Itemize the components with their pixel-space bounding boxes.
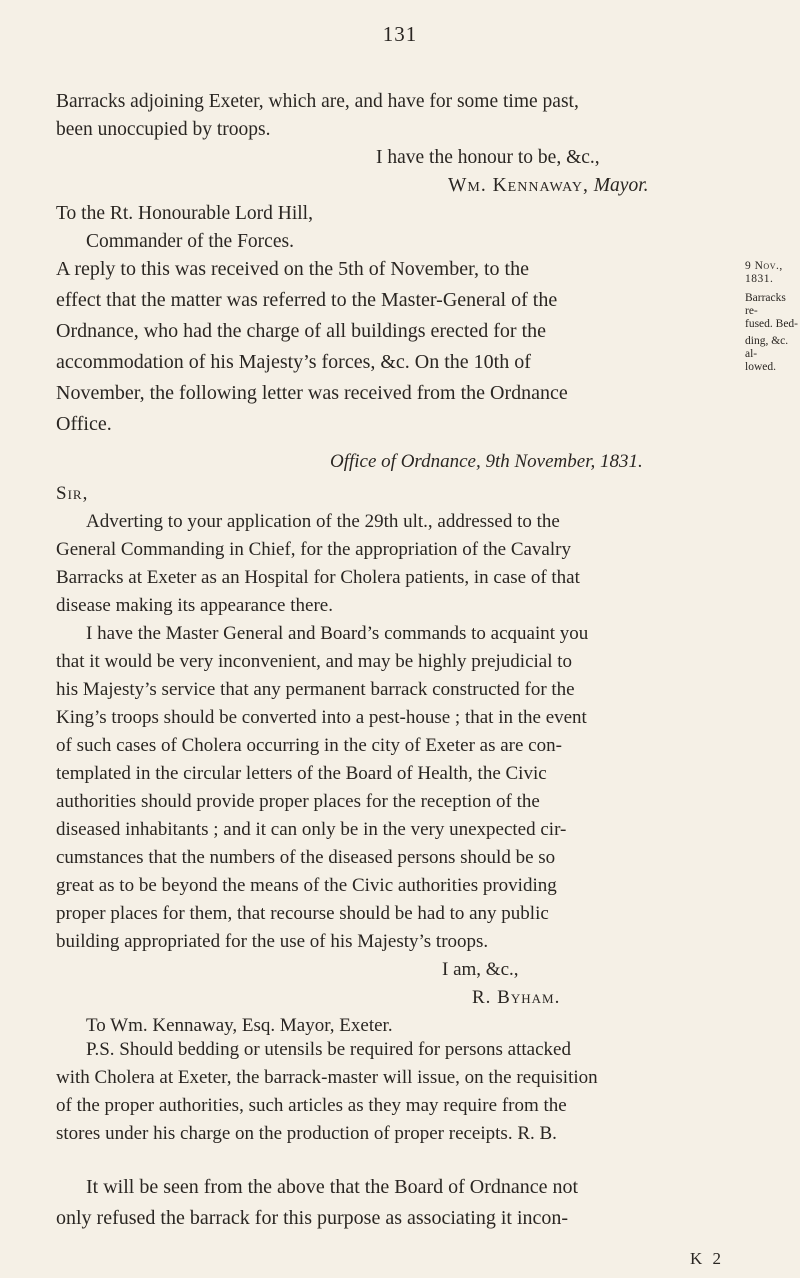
text-line: his Majesty’s service that any permanent barrack constructed for the: [56, 679, 575, 700]
text-line: building appropriated for the use of his Majesty’s troops.: [56, 931, 489, 952]
marginal-line: fused. Bed-: [745, 318, 799, 330]
letter-closing: I am, &c.,: [442, 959, 519, 980]
text-line: It will be seen from the above that the Board of Ordnance not: [86, 1176, 579, 1198]
text-line: of such cases of Cholera occurring in the city of Exeter as are con-: [56, 735, 562, 756]
text-line: Barracks adjoining Exeter, which are, and have for some time past,: [56, 91, 579, 112]
addressee-line: To the Rt. Honourable Lord Hill,: [56, 203, 313, 224]
addressee-line: Commander of the Forces.: [86, 231, 294, 252]
text-line: King’s troops should be converted into a pest-house ; that in the event: [56, 707, 587, 728]
text-line: Adverting to your application of the 29th ult., addressed to the: [86, 511, 560, 532]
postscript: [56, 1036, 746, 1148]
text-line: Barracks at Exeter as an Hospital for Cholera patients, in case of that: [56, 567, 580, 588]
marginal-date: 9 Nov., 1831.: [745, 260, 783, 285]
signature: [56, 172, 746, 200]
text-line: accommodation of his Majesty’s forces, &c. On the 10th of: [56, 351, 531, 373]
text-line: with Cholera at Exeter, the barrack-master will issue, on the requisition: [56, 1067, 598, 1088]
narrative-paragraph: [56, 254, 746, 440]
text-line: disease making its appearance there.: [56, 595, 333, 616]
text-line: General Commanding in Chief, for the appropriation of the Cavalry: [56, 539, 571, 560]
marginal-line: lowed.: [745, 361, 776, 373]
text-line: stores under his charge on the production of proper receipts. R. B.: [56, 1123, 557, 1144]
signature-title: Mayor.: [593, 175, 649, 196]
letter-salutation: Sir,: [56, 483, 89, 504]
mayor-letter-end: [56, 88, 746, 256]
text-line: I have the Master General and Board’s commands to acquaint you: [86, 623, 589, 644]
text-line: effect that the matter was referred to the Master-General of the: [56, 289, 558, 311]
text-line: proper places for them, that recourse should be had to any public: [56, 903, 549, 924]
text-line: of the proper authorities, such articles as they may require from the: [56, 1095, 567, 1116]
signature-name: Wm. Kennaway,: [448, 175, 589, 196]
letter-addressee: To Wm. Kennaway, Esq. Mayor, Exeter.: [86, 1015, 393, 1036]
text-line: Office.: [56, 413, 112, 435]
marginal-line: Barracks re-: [745, 292, 786, 317]
text-line: been unoccupied by troops.: [56, 119, 271, 140]
marginal-line: ding, &c. al-: [745, 335, 789, 360]
text-line: authorities should provide proper places for the reception of the: [56, 791, 540, 812]
ordnance-letter: [56, 448, 746, 1040]
text-line: November, the following letter was received from the Ordnance: [56, 382, 568, 404]
text-line: only refused the barrack for this purpose as associating it incon-: [56, 1207, 569, 1229]
text-line: Ordnance, who had the charge of all buildings erected for the: [56, 320, 546, 342]
text-line: cumstances that the numbers of the diseased persons should be so: [56, 847, 556, 868]
marginal-note: [745, 260, 800, 374]
page-number: 131: [382, 22, 418, 46]
closing-line: I have the honour to be, &c.,: [376, 147, 600, 168]
text-line: templated in the circular letters of the Board of Health, the Civic: [56, 763, 547, 784]
letter-signature: R. Byham.: [472, 987, 561, 1008]
text-line: that it would be very inconvenient, and may be highly prejudicial to: [56, 651, 573, 672]
final-paragraph: [56, 1172, 746, 1234]
text-line: great as to be beyond the means of the Civic authorities providing: [56, 875, 557, 896]
letter-dateline: Office of Ordnance, 9th November, 1831.: [330, 451, 643, 472]
text-line: P.S. Should bedding or utensils be required for persons attacked: [86, 1039, 571, 1060]
text-line: diseased inhabitants ; and it can only be in the very unexpected cir-: [56, 819, 567, 840]
signature-mark: K 2: [689, 1249, 724, 1268]
text-line: A reply to this was received on the 5th of November, to the: [56, 258, 529, 280]
